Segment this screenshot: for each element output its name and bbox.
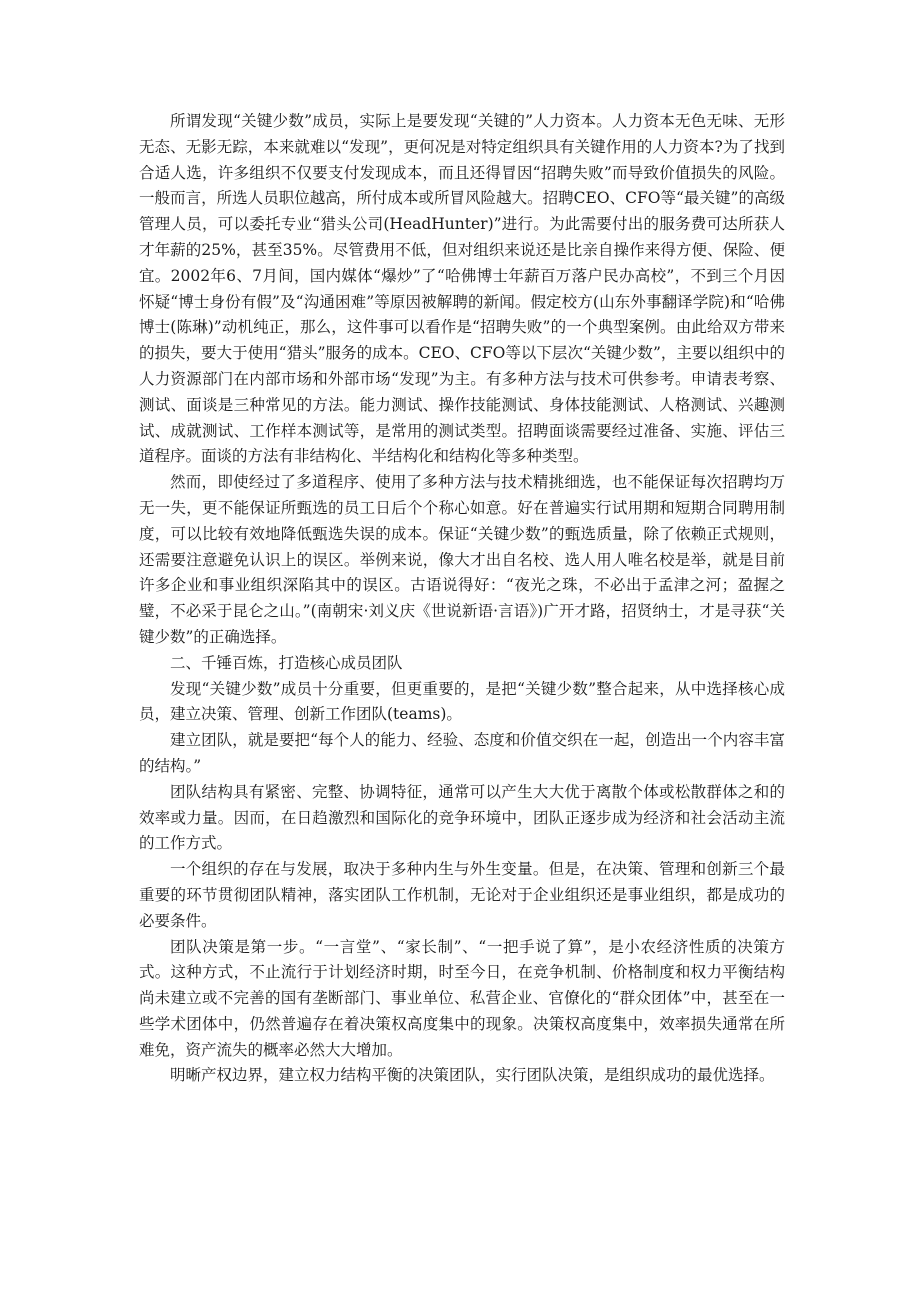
- paragraph-team-decision: 团队决策是第一步。“一言堂”、“家长制”、“一把手说了算”，是小农经济性质的决策方式。这种方式，不止流行于计划经济时期，时至今日，在竞争机制、价格制度和权力平衡结构尚未建立或不完善的国有垄断部门、事业单位、私营企业、官僚化的“群众团体”中，甚至在一些学术团体中，仍然普遍存在着决策权高度集中的现象。决策权高度集中，效率损失通常在所难免，资产流失的概率必然大大增加。: [139, 937, 785, 1059]
- paragraph-property-rights: 明晰产权边界，建立权力结构平衡的决策团队，实行团队决策，是组织成功的最优选择。: [170, 1066, 775, 1085]
- paragraph-selection-errors: 然而，即使经过了多道程序、使用了多种方法与技术精挑细选，也不能保证每次招聘均万无一失，更不能保证所甄选的员工日后个个称心如意。好在普遍实行试用期和短期合同聘用制度，可以比较有效地降低甄选失误的成本。保证“关键少数”的甄选质量，除了依赖正式规则，还需要注意避免认识上的误区。举例来说，像大才出自名校、选人用人唯名校是举，就是目前许多企业和事业组织深陷其中的误区。古语说得好：“夜光之珠，不必出于孟津之河；盈握之璧，不必采于昆仑之山。”(南朝宋·刘义庆《世说新语·言语》)广开才路，招贤纳士，才是寻获“关键少数”的正确选择。: [139, 473, 785, 646]
- paragraph-key-few-discovery: 所谓发现“关键少数”成员，实际上是要发现“关键的”人力资本。人力资本无色无味、无形无态、无影无踪，本来就难以“发现”，更何况是对特定组织具有关键作用的人力资本?为了找到合适人选，许多组织不仅要支付发现成本，而且还得冒因“招聘失败”而导致价值损失的风险。一般而言，所选人员职位越高，所付成本或所冒风险越大。招聘CEO、CFO等“最关键”的高级管理人员，可以委托专业“猎头公司(HeadHunter)”进行。为此需要付出的服务费可达所获人才年薪的25%，甚至35%。尽管费用不低，但对组织来说还是比亲自操作来得方便、保险、便宜。2002年6、7月间，国内媒体“爆炒”了“哈佛博士年薪百万落户民办高校”，不到三个月因怀疑“博士身份有假”及“沟通困难”等原因被解聘的新闻。假定校方(山东外事翻译学院)和“哈佛博士(陈琳)”动机纯正，那么，这件事可以看作是“招聘失败”的一个典型案例。由此给双方带来的损失，要大于使用“猎头”服务的成本。CEO、CFO等以下层次“关键少数”，主要以组织中的人力资源部门在内部市场和外部市场“发现”为主。有多种方法与技术可供参考。申请表考察、测试、面谈是三种常见的方法。能力测试、操作技能测试、身体技能测试、人格测试、兴趣测试、成就测试、工作样本测试等，是常用的测试类型。招聘面谈需要经过准备、实施、评估三道程序。面谈的方法有非结构化、半结构化和结构化等多种类型。: [139, 112, 785, 466]
- document-body: [139, 109, 785, 1089]
- paragraph-core-members: 发现“关键少数”成员十分重要，但更重要的，是把“关键少数”整合起来，从中选择核心成员，建立决策、管理、创新工作团队(teams)。: [139, 679, 785, 724]
- paragraph-build-team: 建立团队，就是要把“每个人的能力、经验、态度和价值交织在一起，创造出一个内容丰富的结构。”: [139, 731, 785, 775]
- paragraph-team-structure: 团队结构具有紧密、完整、协调特征，通常可以产生大大优于离散个体或松散群体之和的效率或力量。因而，在日趋激烈和国际化的竞争环境中，团队正逐步成为经济和社会活动主流的工作方式。: [139, 782, 785, 853]
- section-heading: 二、千锤百炼，打造核心成员团队: [170, 653, 403, 672]
- paragraph-organization-existence: 一个组织的存在与发展，取决于多种内生与外生变量。但是，在决策、管理和创新三个最重要的环节贯彻团队精神，落实团队工作机制，无论对于企业组织还是事业组织，都是成功的必要条件。: [139, 860, 785, 930]
